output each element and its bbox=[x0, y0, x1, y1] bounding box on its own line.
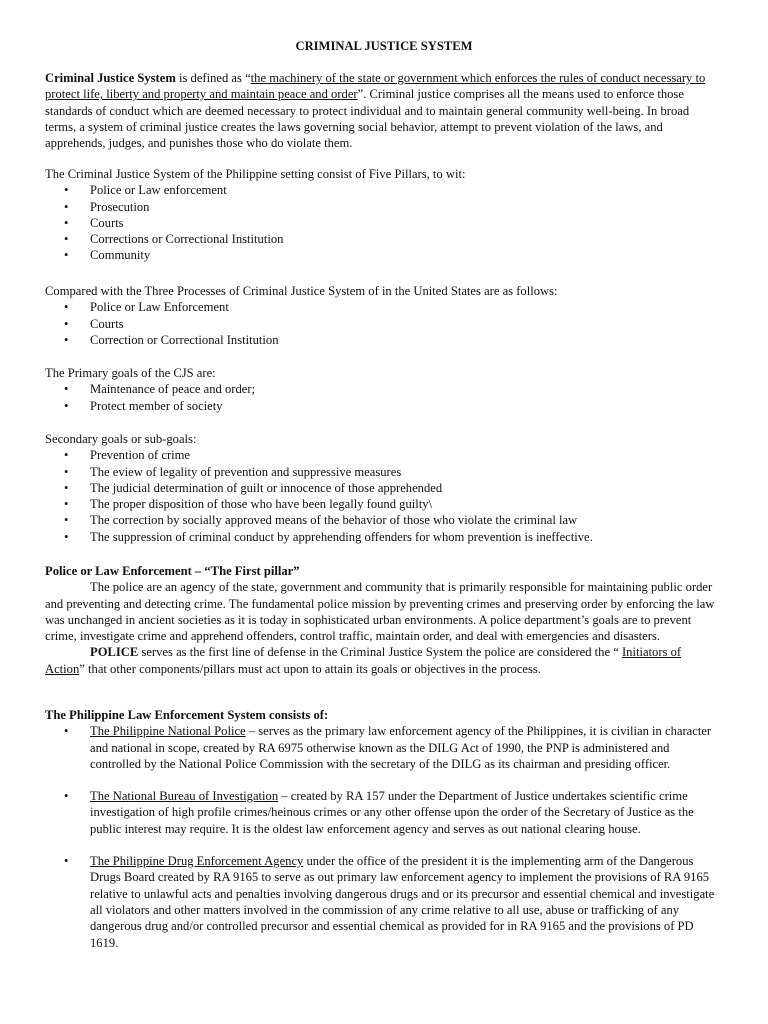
list-item: • Courts bbox=[45, 316, 723, 332]
secondary-goals-list bbox=[45, 447, 723, 545]
law-enforcement-heading bbox=[45, 707, 723, 723]
list-item: • Courts bbox=[45, 215, 723, 231]
primary-goals-list bbox=[45, 381, 723, 414]
law-enforcement-section bbox=[45, 707, 723, 951]
agency-text-pdea: under the office of the president it is the implementing arm of the Dangerous Drugs Board created by RA 9165 to serve as out primary law enforcement agency to implement the provisions of RA 9165 relative to unlawful acts and penalties involving dangerous drugs and or its precursor and essential chemical and investigate all violators and other matters involved in the commission of any crime relative to all use, abuse or trafficking of any dangerous drug and/or controlled precursor and essential chemical as provided for in RA 9165 and the provisions of PD 1619. bbox=[90, 854, 715, 950]
document-title: CRIMINAL JUSTICE SYSTEM bbox=[295, 39, 473, 53]
list-item: • Prosecution bbox=[45, 199, 723, 215]
list-item: • The suppression of criminal conduct by apprehending offenders for whom prevention is ineffective. bbox=[45, 529, 723, 545]
law-enforcement-list bbox=[45, 723, 723, 951]
list-item: • Protect member of society bbox=[45, 398, 723, 414]
first-pillar-section bbox=[45, 563, 723, 677]
primary-goals-lead: The Primary goals of the CJS are: bbox=[45, 366, 216, 380]
agency-name-nbi: The National Bureau of Investigation bbox=[90, 789, 279, 804]
list-item: • Police or Law enforcement bbox=[45, 182, 723, 198]
three-processes-lead: Compared with the Three Processes of Criminal Justice System of in the United States are as follows: bbox=[45, 284, 558, 298]
first-pillar-paragraph: The police are an agency of the state, government and community that is primarily responsible for maintaining public order and preventing and detecting crime. The fundamental police mission by preventing crimes and preserving order by enforcing the law was unchanged in ancient societies as it is today in sophisticated urban environments. A police department’s goals are to prevent crime, investigate crime and apprehend offenders, control traffic, maintain order, and deal with emergencies and disasters. bbox=[45, 580, 715, 644]
police-paragraph-text-a: serves as the first line of defense in the Criminal Justice System the police are considered the “ bbox=[138, 645, 622, 660]
police-word: POLICE bbox=[90, 645, 139, 660]
agency-name-pdea: The Philippine Drug Enforcement Agency bbox=[90, 854, 304, 869]
first-pillar-heading bbox=[45, 563, 723, 579]
list-item bbox=[45, 853, 723, 951]
intro-is-defined: is defined as “ bbox=[175, 71, 251, 85]
list-item: • The eview of legality of prevention and suppressive measures bbox=[45, 464, 723, 480]
list-item: • The correction by socially approved means of the behavior of those who violate the criminal law bbox=[45, 512, 723, 528]
list-item: • Corrections or Correctional Institution bbox=[45, 231, 723, 247]
first-pillar-heading-text: Police or Law Enforcement – “The First pillar” bbox=[45, 564, 300, 578]
intro-rest: ”. Criminal justice comprises all the means used to enforce those standards of conduct which are deemed necessary to protect individual and to maintain general community well-being. In broad terms, a system of criminal justice creates the laws governing social behavior, attempt to prevent violation of the laws, and apprehends, judges, and punishes those who do violate them. bbox=[45, 87, 690, 151]
five-pillars-section bbox=[45, 166, 723, 264]
list-item bbox=[45, 788, 723, 853]
three-processes-list bbox=[45, 299, 723, 348]
secondary-goals-lead: Secondary goals or sub-goals: bbox=[45, 432, 197, 446]
agency-name-pnp: The Philippine National Police bbox=[90, 724, 246, 739]
agency-text-pnp: – serves as the primary law enforcement agency of the Philippines, it is civilian in character and national in scope, created by RA 6975 otherwise known as the DILG Act of 1990, the PNP is administered and controlled by the National Police Commission with the secretary of the DILG as its chairman and presiding officer. bbox=[90, 724, 712, 771]
list-item bbox=[45, 723, 723, 788]
list-item: • Police or Law Enforcement bbox=[45, 299, 723, 315]
intro-quote: the machinery of the state or government which enforces the rules of conduct necessary to protect life, liberty and property and maintain peace and order bbox=[45, 71, 706, 102]
primary-goals-section bbox=[45, 365, 723, 414]
secondary-goals-section bbox=[45, 431, 723, 545]
list-item: • Prevention of crime bbox=[45, 447, 723, 463]
law-enforcement-heading-text: The Philippine Law Enforcement System consists of: bbox=[45, 708, 329, 722]
police-paragraph bbox=[45, 644, 723, 677]
list-item: • Community bbox=[45, 247, 723, 263]
list-item: • Correction or Correctional Institution bbox=[45, 332, 723, 348]
list-item: • Maintenance of peace and order; bbox=[45, 381, 723, 397]
three-processes-section bbox=[45, 283, 723, 348]
list-item: • The proper disposition of those who have been legally found guilty\ bbox=[45, 496, 723, 512]
initiators-of-action: Initiators of Action bbox=[45, 645, 682, 676]
five-pillars-list bbox=[45, 182, 723, 263]
five-pillars-lead: The Criminal Justice System of the Philippine setting consist of Five Pillars, to wit: bbox=[45, 167, 466, 181]
intro-term: Criminal Justice System bbox=[45, 71, 176, 85]
list-item: • The judicial determination of guilt or innocence of those apprehended bbox=[45, 480, 723, 496]
agency-text-nbi: – created by RA 157 under the Department of Justice undertakes scientific crime investigation of high profile crimes/heinous crimes or any other offense upon the order of the Secretary of Justice as the public interest may require. It is the oldest law enforcement agency and serves as out national clearing house. bbox=[90, 789, 694, 836]
intro-paragraph bbox=[45, 70, 723, 151]
police-paragraph-text-b: ” that other components/pillars must act upon to attain its goals or objectives in the process. bbox=[79, 661, 541, 676]
